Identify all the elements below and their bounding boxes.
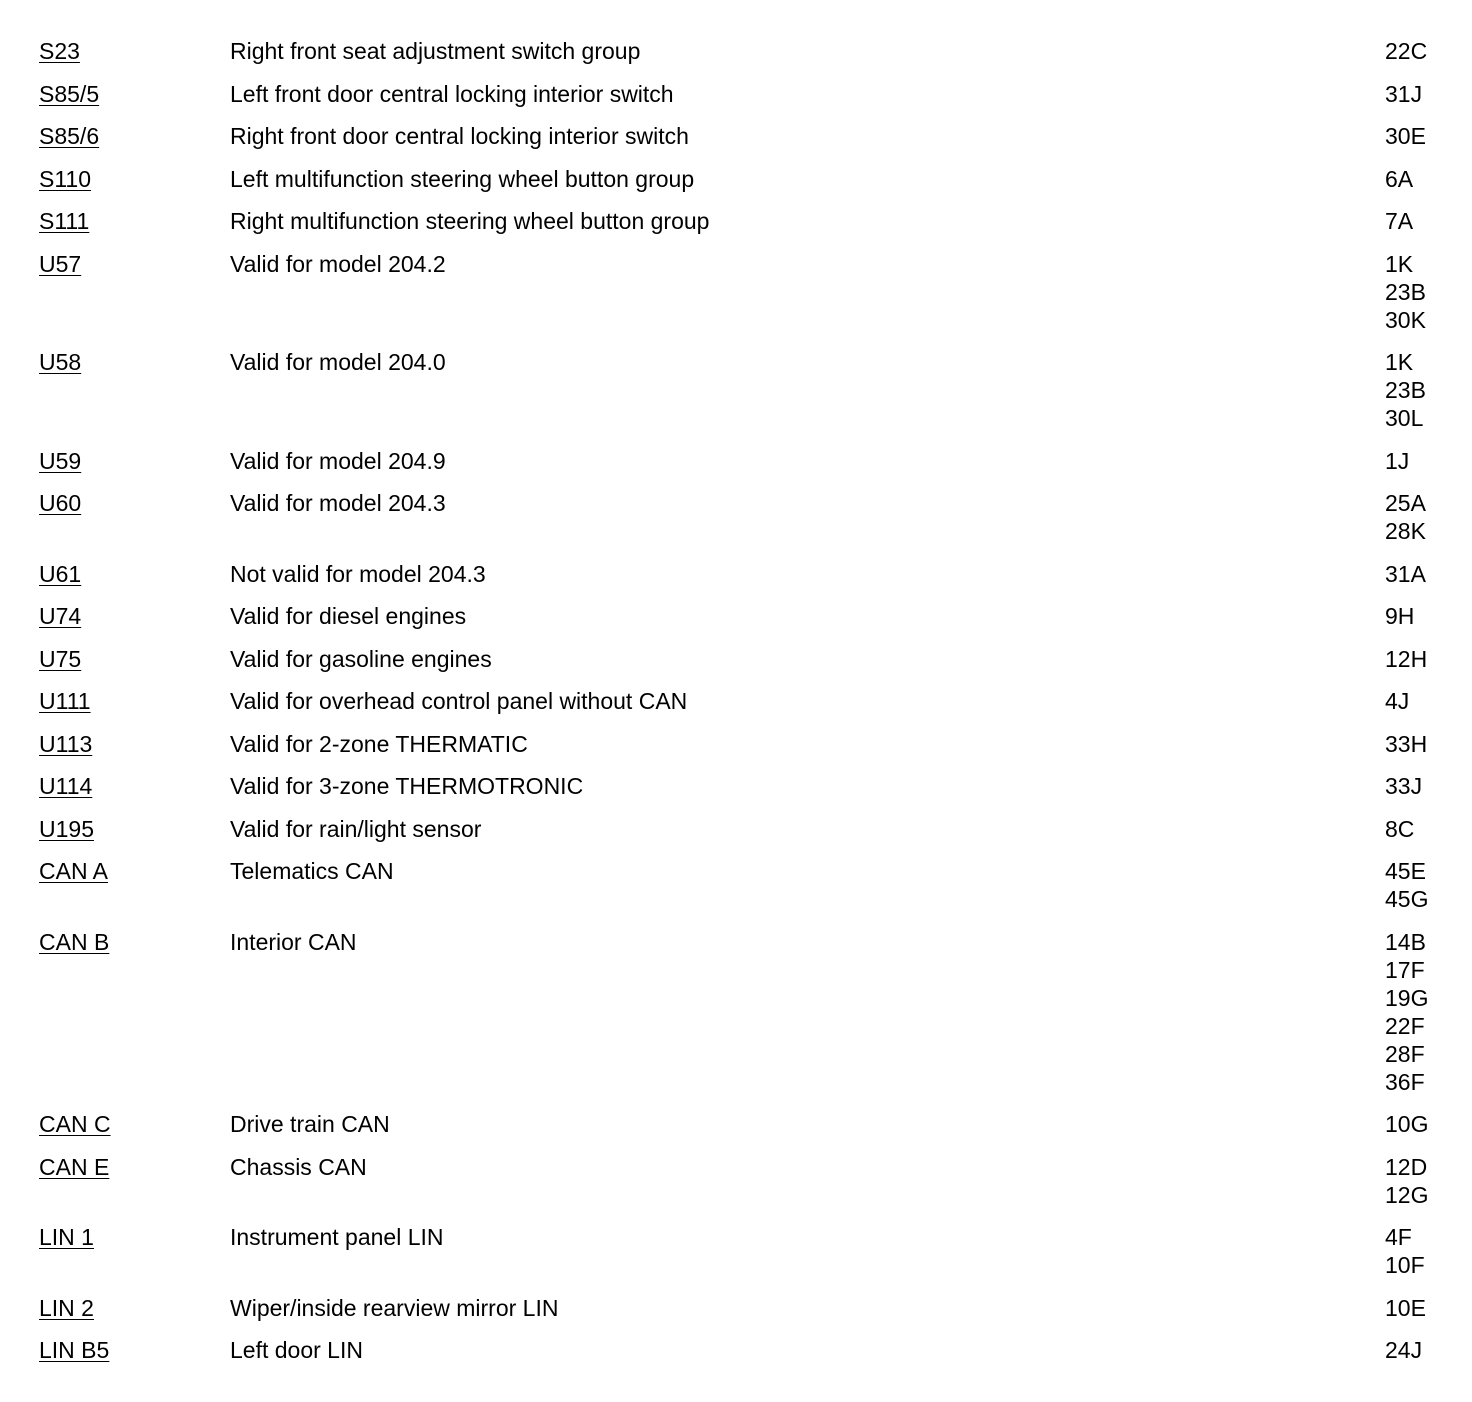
component-code-link[interactable]: U111 — [39, 688, 91, 714]
grid-reference: 31A — [1385, 560, 1426, 587]
table-row — [39, 928, 1439, 1096]
grid-reference: 10E — [1385, 1294, 1426, 1321]
grid-reference: 4J — [1385, 688, 1410, 714]
table-row — [39, 1294, 1439, 1322]
component-description: Right front door central locking interior switch — [230, 123, 689, 149]
component-description: Valid for model 204.9 — [230, 447, 446, 474]
component-code-link[interactable]: U195 — [39, 815, 94, 842]
grid-reference: 45G — [1385, 886, 1429, 912]
table-row — [39, 37, 1439, 65]
component-description: Valid for diesel engines — [230, 603, 467, 629]
grid-references — [1385, 772, 1422, 800]
grid-references — [1385, 560, 1426, 588]
table-row — [39, 250, 1439, 334]
grid-reference: 8C — [1385, 815, 1415, 842]
grid-reference: 30L — [1385, 405, 1424, 431]
table-row — [39, 1153, 1439, 1209]
table-row — [39, 857, 1439, 913]
component-description: Right front seat adjustment switch group — [230, 38, 641, 64]
component-description: Valid for model 204.2 — [230, 250, 446, 277]
component-code-link[interactable]: U61 — [39, 560, 82, 587]
grid-references — [1385, 857, 1428, 913]
grid-reference: 17F — [1385, 956, 1425, 983]
component-description: Instrument panel LIN — [230, 1224, 444, 1250]
grid-reference: 7A — [1385, 208, 1414, 234]
component-code-link[interactable]: CAN C — [39, 1111, 111, 1137]
grid-reference: 12D — [1385, 1153, 1428, 1180]
grid-references — [1385, 1294, 1426, 1322]
table-row — [39, 602, 1439, 630]
grid-reference: 28K — [1385, 518, 1426, 544]
table-row — [39, 560, 1439, 588]
grid-references — [1385, 37, 1427, 65]
component-code-link[interactable]: U58 — [39, 349, 82, 375]
grid-reference: 36F — [1385, 1068, 1425, 1095]
component-code-link[interactable]: S85/5 — [39, 80, 100, 107]
legend-table — [39, 37, 1439, 1379]
grid-reference: 19G — [1385, 984, 1429, 1011]
component-description: Drive train CAN — [230, 1111, 390, 1137]
component-description: Valid for rain/light sensor — [230, 815, 482, 842]
table-row — [39, 447, 1439, 475]
grid-references — [1385, 645, 1427, 673]
component-description: Left front door central locking interior switch — [230, 80, 674, 107]
grid-reference: 12H — [1385, 645, 1428, 672]
grid-references — [1385, 1223, 1425, 1279]
grid-reference: 6A — [1385, 165, 1414, 192]
grid-reference: 23B — [1385, 377, 1426, 403]
component-code-link[interactable]: U113 — [39, 730, 93, 757]
table-row — [39, 645, 1439, 673]
grid-references — [1385, 80, 1422, 108]
component-code-link[interactable]: U59 — [39, 447, 82, 474]
grid-references — [1385, 928, 1428, 1096]
component-description: Left door LIN — [230, 1337, 363, 1363]
grid-reference: 30K — [1385, 306, 1426, 333]
grid-reference: 33H — [1385, 730, 1428, 757]
table-row — [39, 1336, 1439, 1364]
component-description: Valid for model 204.3 — [230, 490, 446, 516]
component-description: Not valid for model 204.3 — [230, 560, 486, 587]
grid-reference: 22F — [1385, 1012, 1425, 1039]
table-row — [39, 348, 1439, 432]
component-code-link[interactable]: U57 — [39, 250, 82, 277]
grid-reference: 9H — [1385, 603, 1415, 629]
component-description: Valid for model 204.0 — [230, 349, 446, 375]
grid-references — [1385, 1153, 1428, 1209]
table-row — [39, 1223, 1439, 1279]
grid-reference: 12G — [1385, 1181, 1429, 1208]
component-description: Valid for 3-zone THERMOTRONIC — [230, 773, 584, 799]
component-description: Valid for 2-zone THERMATIC — [230, 730, 528, 757]
component-code-link[interactable]: U74 — [39, 603, 82, 629]
grid-references — [1385, 687, 1409, 715]
table-row — [39, 489, 1439, 545]
component-code-link[interactable]: LIN 1 — [39, 1224, 94, 1250]
grid-reference: 24J — [1385, 1337, 1423, 1363]
component-code-link[interactable]: S85/6 — [39, 123, 100, 149]
table-row — [39, 687, 1439, 715]
component-description: Interior CAN — [230, 928, 357, 955]
component-code-link[interactable]: CAN E — [39, 1153, 110, 1180]
grid-references — [1385, 122, 1426, 150]
grid-reference: 30E — [1385, 123, 1426, 149]
grid-references — [1385, 165, 1413, 193]
component-description: Chassis CAN — [230, 1153, 367, 1180]
component-description: Right multifunction steering wheel button group — [230, 208, 710, 234]
grid-reference: 1K — [1385, 349, 1414, 375]
component-code-link[interactable]: LIN B5 — [39, 1337, 110, 1363]
component-code-link[interactable]: S23 — [39, 38, 80, 64]
grid-references — [1385, 1336, 1422, 1364]
grid-reference: 1K — [1385, 250, 1414, 277]
grid-references — [1385, 730, 1427, 758]
component-code-link[interactable]: U75 — [39, 645, 82, 672]
grid-references — [1385, 1110, 1428, 1138]
grid-references — [1385, 207, 1413, 235]
component-code-link[interactable]: U114 — [39, 773, 93, 799]
grid-reference: 10G — [1385, 1111, 1429, 1137]
grid-reference: 45E — [1385, 858, 1426, 884]
table-row — [39, 772, 1439, 800]
table-row — [39, 207, 1439, 235]
grid-reference: 1J — [1385, 447, 1410, 474]
grid-references — [1385, 250, 1426, 334]
grid-references — [1385, 489, 1426, 545]
component-description: Left multifunction steering wheel button group — [230, 165, 695, 192]
component-description: Valid for gasoline engines — [230, 645, 492, 672]
grid-references — [1385, 815, 1414, 843]
component-code-link[interactable]: CAN A — [39, 858, 109, 884]
grid-references — [1385, 348, 1426, 432]
component-code-link[interactable]: U60 — [39, 490, 82, 516]
grid-reference: 31J — [1385, 80, 1423, 107]
component-code-link[interactable]: CAN B — [39, 928, 110, 955]
table-row — [39, 165, 1439, 193]
grid-reference: 33J — [1385, 773, 1423, 799]
component-description: Telematics CAN — [230, 858, 394, 884]
component-code-link[interactable]: S111 — [39, 208, 90, 234]
table-row — [39, 122, 1439, 150]
grid-reference: 14B — [1385, 928, 1426, 955]
table-row — [39, 80, 1439, 108]
component-code-link[interactable]: S110 — [39, 165, 92, 192]
grid-references — [1385, 447, 1409, 475]
grid-references — [1385, 602, 1414, 630]
grid-reference: 10F — [1385, 1252, 1425, 1278]
table-row — [39, 1110, 1439, 1138]
component-description: Valid for overhead control panel without CAN — [230, 688, 688, 714]
grid-reference: 23B — [1385, 278, 1426, 305]
table-row — [39, 730, 1439, 758]
grid-reference: 4F — [1385, 1224, 1412, 1250]
grid-reference: 28F — [1385, 1040, 1425, 1067]
grid-reference: 25A — [1385, 490, 1426, 516]
component-code-link[interactable]: LIN 2 — [39, 1294, 94, 1321]
table-row — [39, 815, 1439, 843]
grid-reference: 22C — [1385, 38, 1428, 64]
component-description: Wiper/inside rearview mirror LIN — [230, 1294, 559, 1321]
